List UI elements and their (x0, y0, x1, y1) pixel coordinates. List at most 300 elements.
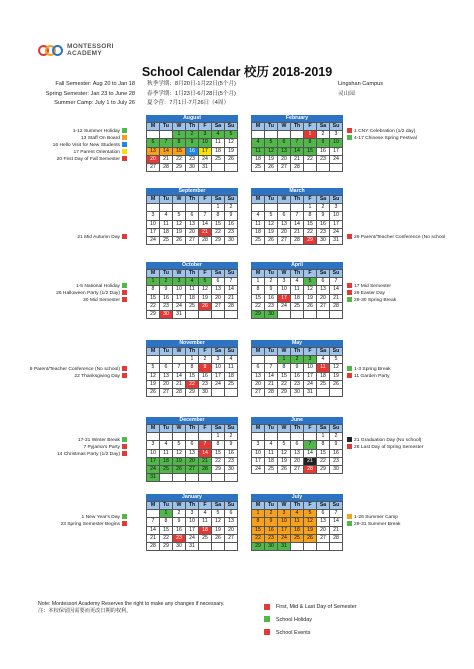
weekday-header: Th (186, 425, 199, 433)
event-color-swatch (122, 149, 127, 154)
weekday-header: W (173, 348, 186, 356)
week-row (252, 310, 343, 318)
day-cell: 2 (265, 278, 278, 286)
day-cell: 1 (304, 131, 317, 139)
day-cell: 10 (147, 449, 160, 457)
day-cell: 25 (199, 534, 212, 542)
day-cell: 29 (212, 236, 225, 244)
empty-cell (252, 204, 265, 212)
day-cell: 27 (160, 388, 173, 396)
event-label: 1-5 National Holiday (75, 283, 120, 289)
day-cell: 14 (199, 220, 212, 228)
summer-camp-dates: Summer Camp: July 1 to July 26 (54, 100, 135, 106)
day-cell: 8 (252, 518, 265, 526)
day-cell: 13 (317, 518, 330, 526)
weekday-header: Su (225, 270, 238, 278)
day-cell: 27 (291, 465, 304, 473)
day-cell: 2 (225, 204, 238, 212)
weekday-header: Th (186, 502, 199, 510)
day-cell: 10 (278, 518, 291, 526)
weekday-header: F (304, 502, 317, 510)
empty-cell (291, 131, 304, 139)
day-cell: 12 (199, 286, 212, 294)
event-color-swatch (122, 373, 127, 378)
key-color-swatch (264, 604, 270, 610)
weekday-header: M (147, 502, 160, 510)
spring-semester-dates: Spring Semester: Jan 23 to June 28 (45, 90, 135, 97)
event-label: 22 Thanksgiving Day (74, 373, 120, 379)
day-cell: 4 (225, 356, 238, 364)
day-cell: 28 (330, 302, 343, 310)
month-grid (251, 424, 343, 474)
day-cell: 14 (291, 147, 304, 155)
day-cell: 17 (147, 228, 160, 236)
day-cell: 8 (278, 364, 291, 372)
day-cell: 24 (278, 302, 291, 310)
day-cell: 23 (173, 534, 186, 542)
day-cell: 13 (225, 518, 238, 526)
footer-note (38, 601, 268, 615)
empty-cell (317, 388, 330, 396)
day-cell: 13 (278, 220, 291, 228)
day-cell: 2 (160, 278, 173, 286)
weekday-header: Tu (265, 502, 278, 510)
weekday-header: Sa (317, 196, 330, 204)
day-cell: 21 (160, 155, 173, 163)
day-cell: 24 (252, 465, 265, 473)
day-cell: 27 (212, 302, 225, 310)
day-cell: 22 (304, 228, 317, 236)
weekday-header: Tu (160, 425, 173, 433)
day-cell: 17 (304, 372, 317, 380)
day-cell: 22 (173, 155, 186, 163)
month-april (251, 262, 343, 319)
empty-cell (147, 433, 160, 441)
day-cell: 6 (186, 441, 199, 449)
week-row (252, 294, 343, 302)
day-cell: 29 (212, 465, 225, 473)
event-label: 16 Hello Visit for New Students (52, 142, 120, 148)
day-cell: 14 (291, 220, 304, 228)
day-cell: 3 (278, 278, 291, 286)
month-header: July (251, 494, 343, 501)
day-cell: 21 (147, 534, 160, 542)
weekday-header: Su (225, 502, 238, 510)
weekday-header: Tu (265, 348, 278, 356)
day-cell: 17 (278, 294, 291, 302)
day-cell: 22 (252, 534, 265, 542)
day-cell: 15 (252, 526, 265, 534)
empty-cell (330, 163, 343, 171)
day-cell: 25 (291, 302, 304, 310)
day-cell: 12 (212, 518, 225, 526)
day-cell: 25 (265, 465, 278, 473)
week-row (252, 212, 343, 220)
day-cell: 21 (265, 380, 278, 388)
day-cell: 27 (317, 302, 330, 310)
weekday-header: M (147, 270, 160, 278)
weekday-header: F (304, 348, 317, 356)
empty-cell (173, 204, 186, 212)
weekday-header: Sa (317, 425, 330, 433)
day-cell: 16 (186, 147, 199, 155)
day-cell: 1 (252, 510, 265, 518)
empty-cell (186, 474, 199, 482)
weekday-header: M (147, 196, 160, 204)
month-november (146, 340, 238, 397)
day-cell: 7 (291, 139, 304, 147)
day-cell: 23 (265, 302, 278, 310)
day-cell: 15 (317, 449, 330, 457)
week-row (147, 302, 238, 310)
weekday-header: M (252, 196, 265, 204)
day-cell: 11 (212, 139, 225, 147)
day-cell: 3 (330, 204, 343, 212)
day-cell: 4 (291, 278, 304, 286)
day-cell: 5 (225, 131, 238, 139)
key-label: First, Mid & Last Day of Semester (276, 604, 357, 610)
weekday-header: Th (186, 123, 199, 131)
empty-cell (147, 131, 160, 139)
day-cell: 16 (265, 294, 278, 302)
day-cell: 15 (186, 372, 199, 380)
month-june (251, 417, 343, 474)
empty-cell (330, 310, 343, 318)
empty-cell (225, 474, 238, 482)
day-cell: 30 (291, 388, 304, 396)
event-label: 30 Mid Semester (83, 297, 120, 303)
weekday-header: W (278, 348, 291, 356)
day-cell: 30 (199, 388, 212, 396)
empty-cell (225, 542, 238, 550)
empty-cell (173, 433, 186, 441)
day-cell: 2 (265, 510, 278, 518)
day-cell: 25 (252, 163, 265, 171)
day-cell: 29 (147, 310, 160, 318)
day-cell: 15 (252, 294, 265, 302)
empty-cell (160, 433, 173, 441)
empty-cell (330, 542, 343, 550)
day-cell: 21 (291, 155, 304, 163)
day-cell: 28 (147, 542, 160, 550)
event-color-swatch (122, 297, 127, 302)
day-cell: 30 (173, 542, 186, 550)
empty-cell (291, 542, 304, 550)
day-cell: 1 (173, 131, 186, 139)
key-item (264, 627, 357, 640)
day-cell: 26 (173, 236, 186, 244)
day-cell: 7 (147, 518, 160, 526)
logo-rings-icon (38, 43, 64, 57)
day-cell: 21 (330, 526, 343, 534)
week-row (252, 388, 343, 396)
day-cell: 1 (186, 356, 199, 364)
week-row (252, 465, 343, 473)
empty-cell (225, 163, 238, 171)
weekday-header: W (278, 196, 291, 204)
day-cell: 3 (278, 510, 291, 518)
day-cell: 21 (199, 228, 212, 236)
weekday-header: W (278, 502, 291, 510)
weekday-header: Su (330, 348, 343, 356)
day-cell: 12 (173, 220, 186, 228)
day-cell: 30 (225, 465, 238, 473)
week-row (147, 474, 238, 482)
right-event-item (345, 297, 396, 304)
day-cell: 19 (330, 372, 343, 380)
day-cell: 23 (330, 457, 343, 465)
day-cell: 14 (199, 449, 212, 457)
day-cell: 28 (199, 236, 212, 244)
event-color-swatch (122, 366, 127, 371)
day-cell: 5 (330, 356, 343, 364)
month-grid (251, 501, 343, 551)
note-english: Note: Montessori Academy Reserves the right to make any changes if necessary. (38, 601, 225, 607)
semester-dates-english (10, 80, 135, 109)
weekday-header: Th (186, 270, 199, 278)
day-cell: 11 (225, 364, 238, 372)
day-cell: 18 (160, 457, 173, 465)
week-row (147, 534, 238, 542)
month-header: January (146, 494, 238, 501)
day-cell: 16 (265, 526, 278, 534)
day-cell: 3 (212, 356, 225, 364)
event-label: 1-26 Summer Camp (354, 514, 399, 520)
empty-cell (199, 542, 212, 550)
day-cell: 29 (252, 310, 265, 318)
day-cell: 18 (212, 147, 225, 155)
weekday-header: Sa (317, 502, 330, 510)
day-cell: 10 (330, 139, 343, 147)
month-header: March (251, 188, 343, 195)
day-cell: 13 (291, 449, 304, 457)
event-color-swatch (122, 514, 127, 519)
day-cell: 26 (304, 302, 317, 310)
event-label: 21 Mid Autumn Day (77, 234, 120, 240)
day-cell: 5 (147, 364, 160, 372)
empty-cell (160, 474, 173, 482)
day-cell: 25 (160, 465, 173, 473)
day-cell: 9 (317, 212, 330, 220)
key-label: School Holiday (276, 616, 312, 623)
event-color-swatch (347, 297, 352, 302)
day-cell: 14 (225, 286, 238, 294)
day-cell: 15 (160, 526, 173, 534)
day-cell: 9 (186, 139, 199, 147)
event-label: 29 Easter Day (354, 290, 385, 296)
empty-cell (199, 204, 212, 212)
week-row (147, 542, 238, 550)
day-cell: 31 (186, 542, 199, 550)
day-cell: 10 (186, 518, 199, 526)
month-march (251, 188, 343, 245)
day-cell: 15 (212, 449, 225, 457)
day-cell: 16 (225, 449, 238, 457)
empty-cell (199, 433, 212, 441)
event-color-swatch (122, 135, 127, 140)
day-cell: 10 (212, 364, 225, 372)
month-header: February (251, 115, 343, 122)
event-color-swatch (122, 521, 127, 526)
event-color-swatch (122, 128, 127, 133)
day-cell: 18 (317, 372, 330, 380)
empty-cell (278, 204, 291, 212)
day-cell: 28 (291, 236, 304, 244)
day-cell: 14 (265, 372, 278, 380)
weekday-header: M (252, 270, 265, 278)
day-cell: 23 (225, 457, 238, 465)
day-cell: 25 (186, 302, 199, 310)
week-row (252, 449, 343, 457)
week-row (147, 278, 238, 286)
day-cell: 6 (278, 212, 291, 220)
day-cell: 15 (173, 147, 186, 155)
weekday-header: F (199, 196, 212, 204)
day-cell: 11 (291, 286, 304, 294)
day-cell: 2 (186, 131, 199, 139)
day-cell: 5 (265, 212, 278, 220)
day-cell: 6 (225, 510, 238, 518)
event-label: 14 Christmas Party (1/2 Day) (56, 451, 120, 457)
day-cell: 19 (147, 380, 160, 388)
day-cell: 9 (265, 286, 278, 294)
empty-cell (252, 356, 265, 364)
day-cell: 12 (265, 220, 278, 228)
day-cell: 30 (160, 310, 173, 318)
month-header: November (146, 340, 238, 347)
day-cell: 26 (265, 236, 278, 244)
day-cell: 2 (317, 131, 330, 139)
weekday-header: Su (330, 270, 343, 278)
empty-cell (252, 433, 265, 441)
weekday-header: Su (225, 123, 238, 131)
day-cell: 14 (147, 526, 160, 534)
month-header: October (146, 262, 238, 269)
empty-cell (252, 131, 265, 139)
month-september (146, 188, 238, 245)
day-cell: 4 (317, 356, 330, 364)
week-row (252, 155, 343, 163)
day-cell: 27 (225, 534, 238, 542)
day-cell: 12 (265, 147, 278, 155)
month-grid (251, 122, 343, 172)
day-cell: 18 (252, 228, 265, 236)
day-cell: 30 (265, 542, 278, 550)
empty-cell (304, 542, 317, 550)
key-color-swatch (264, 629, 270, 635)
event-color-swatch (347, 514, 352, 519)
weekday-header: Su (225, 425, 238, 433)
campus-name-cn: 灵山园 (338, 90, 355, 97)
week-row (252, 236, 343, 244)
month-february (251, 115, 343, 172)
left-event-item (57, 451, 129, 458)
empty-cell (147, 204, 160, 212)
day-cell: 20 (212, 294, 225, 302)
month-july (251, 494, 343, 551)
day-cell: 22 (252, 302, 265, 310)
day-cell: 21 (330, 294, 343, 302)
event-label: 17 Mid Semester (354, 283, 391, 289)
day-cell: 21 (173, 380, 186, 388)
empty-cell (265, 204, 278, 212)
weekday-header: Su (225, 348, 238, 356)
day-cell: 15 (304, 220, 317, 228)
day-cell: 22 (304, 155, 317, 163)
weekday-header: Sa (212, 270, 225, 278)
week-row (252, 147, 343, 155)
week-row (147, 364, 238, 372)
event-label: 26 Halloween Party (1/2 Day) (56, 290, 120, 296)
weekday-header: Th (186, 348, 199, 356)
weekday-header: F (199, 270, 212, 278)
day-cell: 9 (265, 518, 278, 526)
event-color-swatch (347, 290, 352, 295)
day-cell: 11 (252, 220, 265, 228)
event-color-swatch (347, 128, 352, 133)
month-header: May (251, 340, 343, 347)
day-cell: 26 (212, 534, 225, 542)
key-color-swatch (264, 616, 270, 622)
event-label: 1-12 Summer Holiday (72, 128, 120, 134)
day-cell: 9 (160, 286, 173, 294)
day-cell: 20 (252, 380, 265, 388)
day-cell: 23 (160, 302, 173, 310)
day-cell: 6 (147, 139, 160, 147)
day-cell: 29 (317, 465, 330, 473)
empty-cell (173, 474, 186, 482)
event-label: 1 New Year's Day (81, 514, 120, 520)
empty-cell (291, 310, 304, 318)
day-cell: 24 (186, 534, 199, 542)
weekday-header: Th (291, 196, 304, 204)
day-cell: 16 (173, 526, 186, 534)
weekday-header: F (199, 425, 212, 433)
empty-cell (160, 131, 173, 139)
weekday-header: W (278, 123, 291, 131)
day-cell: 15 (278, 372, 291, 380)
day-cell: 8 (173, 139, 186, 147)
weekday-header: Tu (265, 196, 278, 204)
day-cell: 10 (252, 449, 265, 457)
campus-name-en: Lingshan Campus (338, 81, 384, 87)
day-cell: 4 (291, 510, 304, 518)
weekday-header: Su (225, 196, 238, 204)
day-cell: 22 (160, 534, 173, 542)
week-row (147, 228, 238, 236)
day-cell: 27 (186, 465, 199, 473)
weekday-header: Th (291, 348, 304, 356)
empty-cell (291, 204, 304, 212)
event-label: 28 Last Day of Spring Semester (354, 444, 424, 450)
empty-cell (278, 433, 291, 441)
week-row (252, 534, 343, 542)
day-cell: 17 (330, 220, 343, 228)
day-cell: 31 (199, 163, 212, 171)
empty-cell (304, 310, 317, 318)
day-cell: 28 (265, 388, 278, 396)
day-cell: 25 (291, 534, 304, 542)
day-cell: 20 (225, 526, 238, 534)
day-cell: 26 (265, 163, 278, 171)
weekday-header: F (199, 348, 212, 356)
day-cell: 9 (225, 441, 238, 449)
day-cell: 7 (265, 364, 278, 372)
note-chinese: 注：本校保留因需要而更改日期的权利。 (38, 608, 132, 615)
empty-cell (160, 204, 173, 212)
day-cell: 26 (304, 534, 317, 542)
event-color-swatch (347, 234, 352, 239)
